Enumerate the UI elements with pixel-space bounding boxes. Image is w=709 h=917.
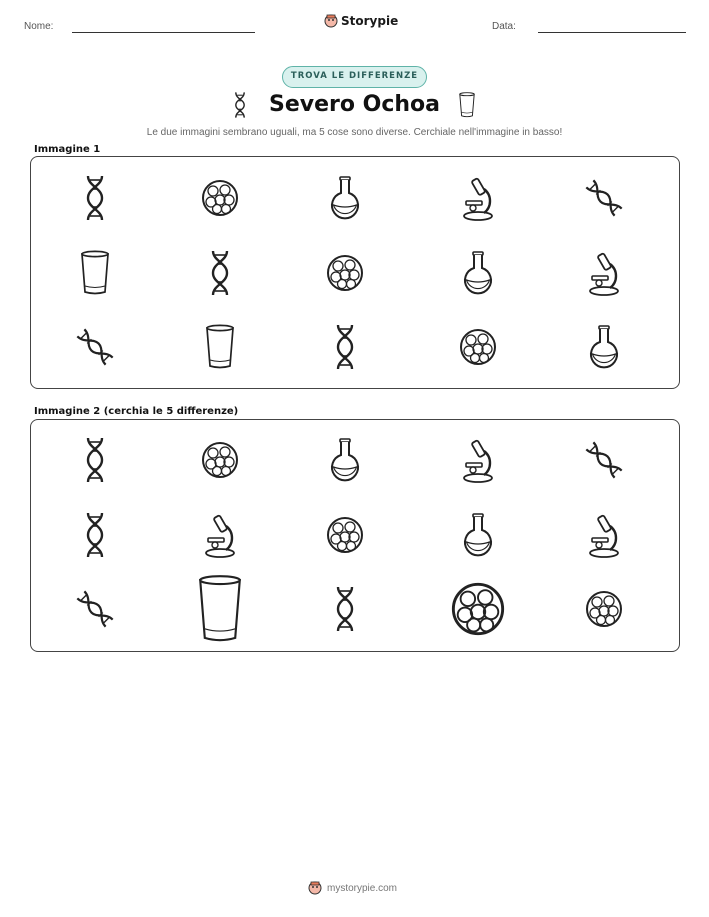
cell-icon[interactable] (200, 440, 240, 480)
date-label: Data: (492, 21, 516, 32)
instructions: Le due immagini sembrano uguali, ma 5 cose sono diverse. Cerchiale nell'immagine in basso! (146, 127, 563, 138)
microscope-icon[interactable] (202, 512, 238, 558)
glass-icon (80, 250, 110, 296)
flask-icon (588, 324, 620, 370)
cell-icon (200, 178, 240, 218)
image2-label: Immagine 2 (cerchia le 5 differenze) (34, 406, 239, 417)
flask-icon[interactable] (462, 512, 494, 558)
name-label: Nome: (24, 21, 54, 32)
date-line[interactable] (538, 32, 686, 33)
dna-icon[interactable] (83, 436, 107, 484)
dna-tilted-icon[interactable] (582, 438, 626, 482)
flask-icon[interactable] (329, 437, 361, 483)
image1-label: Immagine 1 (34, 144, 101, 155)
microscope-icon (460, 175, 496, 221)
cell-icon[interactable] (325, 515, 365, 555)
storypie-mascot-icon (324, 14, 338, 28)
dna-tilted-icon (582, 176, 626, 220)
cell-icon[interactable] (584, 589, 624, 629)
dna-icon (208, 249, 232, 297)
page-title: Severo Ochoa (268, 92, 440, 117)
dna-icon (333, 323, 357, 371)
name-line[interactable] (72, 32, 255, 33)
dna-tilted-icon (73, 325, 117, 369)
worksheet-badge: TROVA LE DIFFERENZE (282, 66, 427, 88)
cell-large-icon[interactable] (449, 580, 507, 638)
cell-icon (325, 253, 365, 293)
dna-icon (83, 174, 107, 222)
glass-icon (205, 324, 235, 370)
footer-link[interactable]: mystorypie.com (327, 882, 398, 894)
title-glass-icon (458, 91, 476, 119)
microscope-icon (586, 250, 622, 296)
storypie-mascot-icon (308, 881, 322, 895)
cell-icon (458, 327, 498, 367)
microscope-icon[interactable] (460, 437, 496, 483)
microscope-icon[interactable] (586, 512, 622, 558)
dna-icon[interactable] (333, 585, 357, 633)
glass-large-icon[interactable] (197, 574, 243, 644)
flask-icon (462, 250, 494, 296)
brand-logo (324, 14, 398, 28)
dna-tilted-icon[interactable] (73, 587, 117, 631)
footer (308, 881, 397, 895)
brand-name: Storypie (341, 14, 399, 28)
dna-icon[interactable] (83, 511, 107, 559)
flask-icon (329, 175, 361, 221)
